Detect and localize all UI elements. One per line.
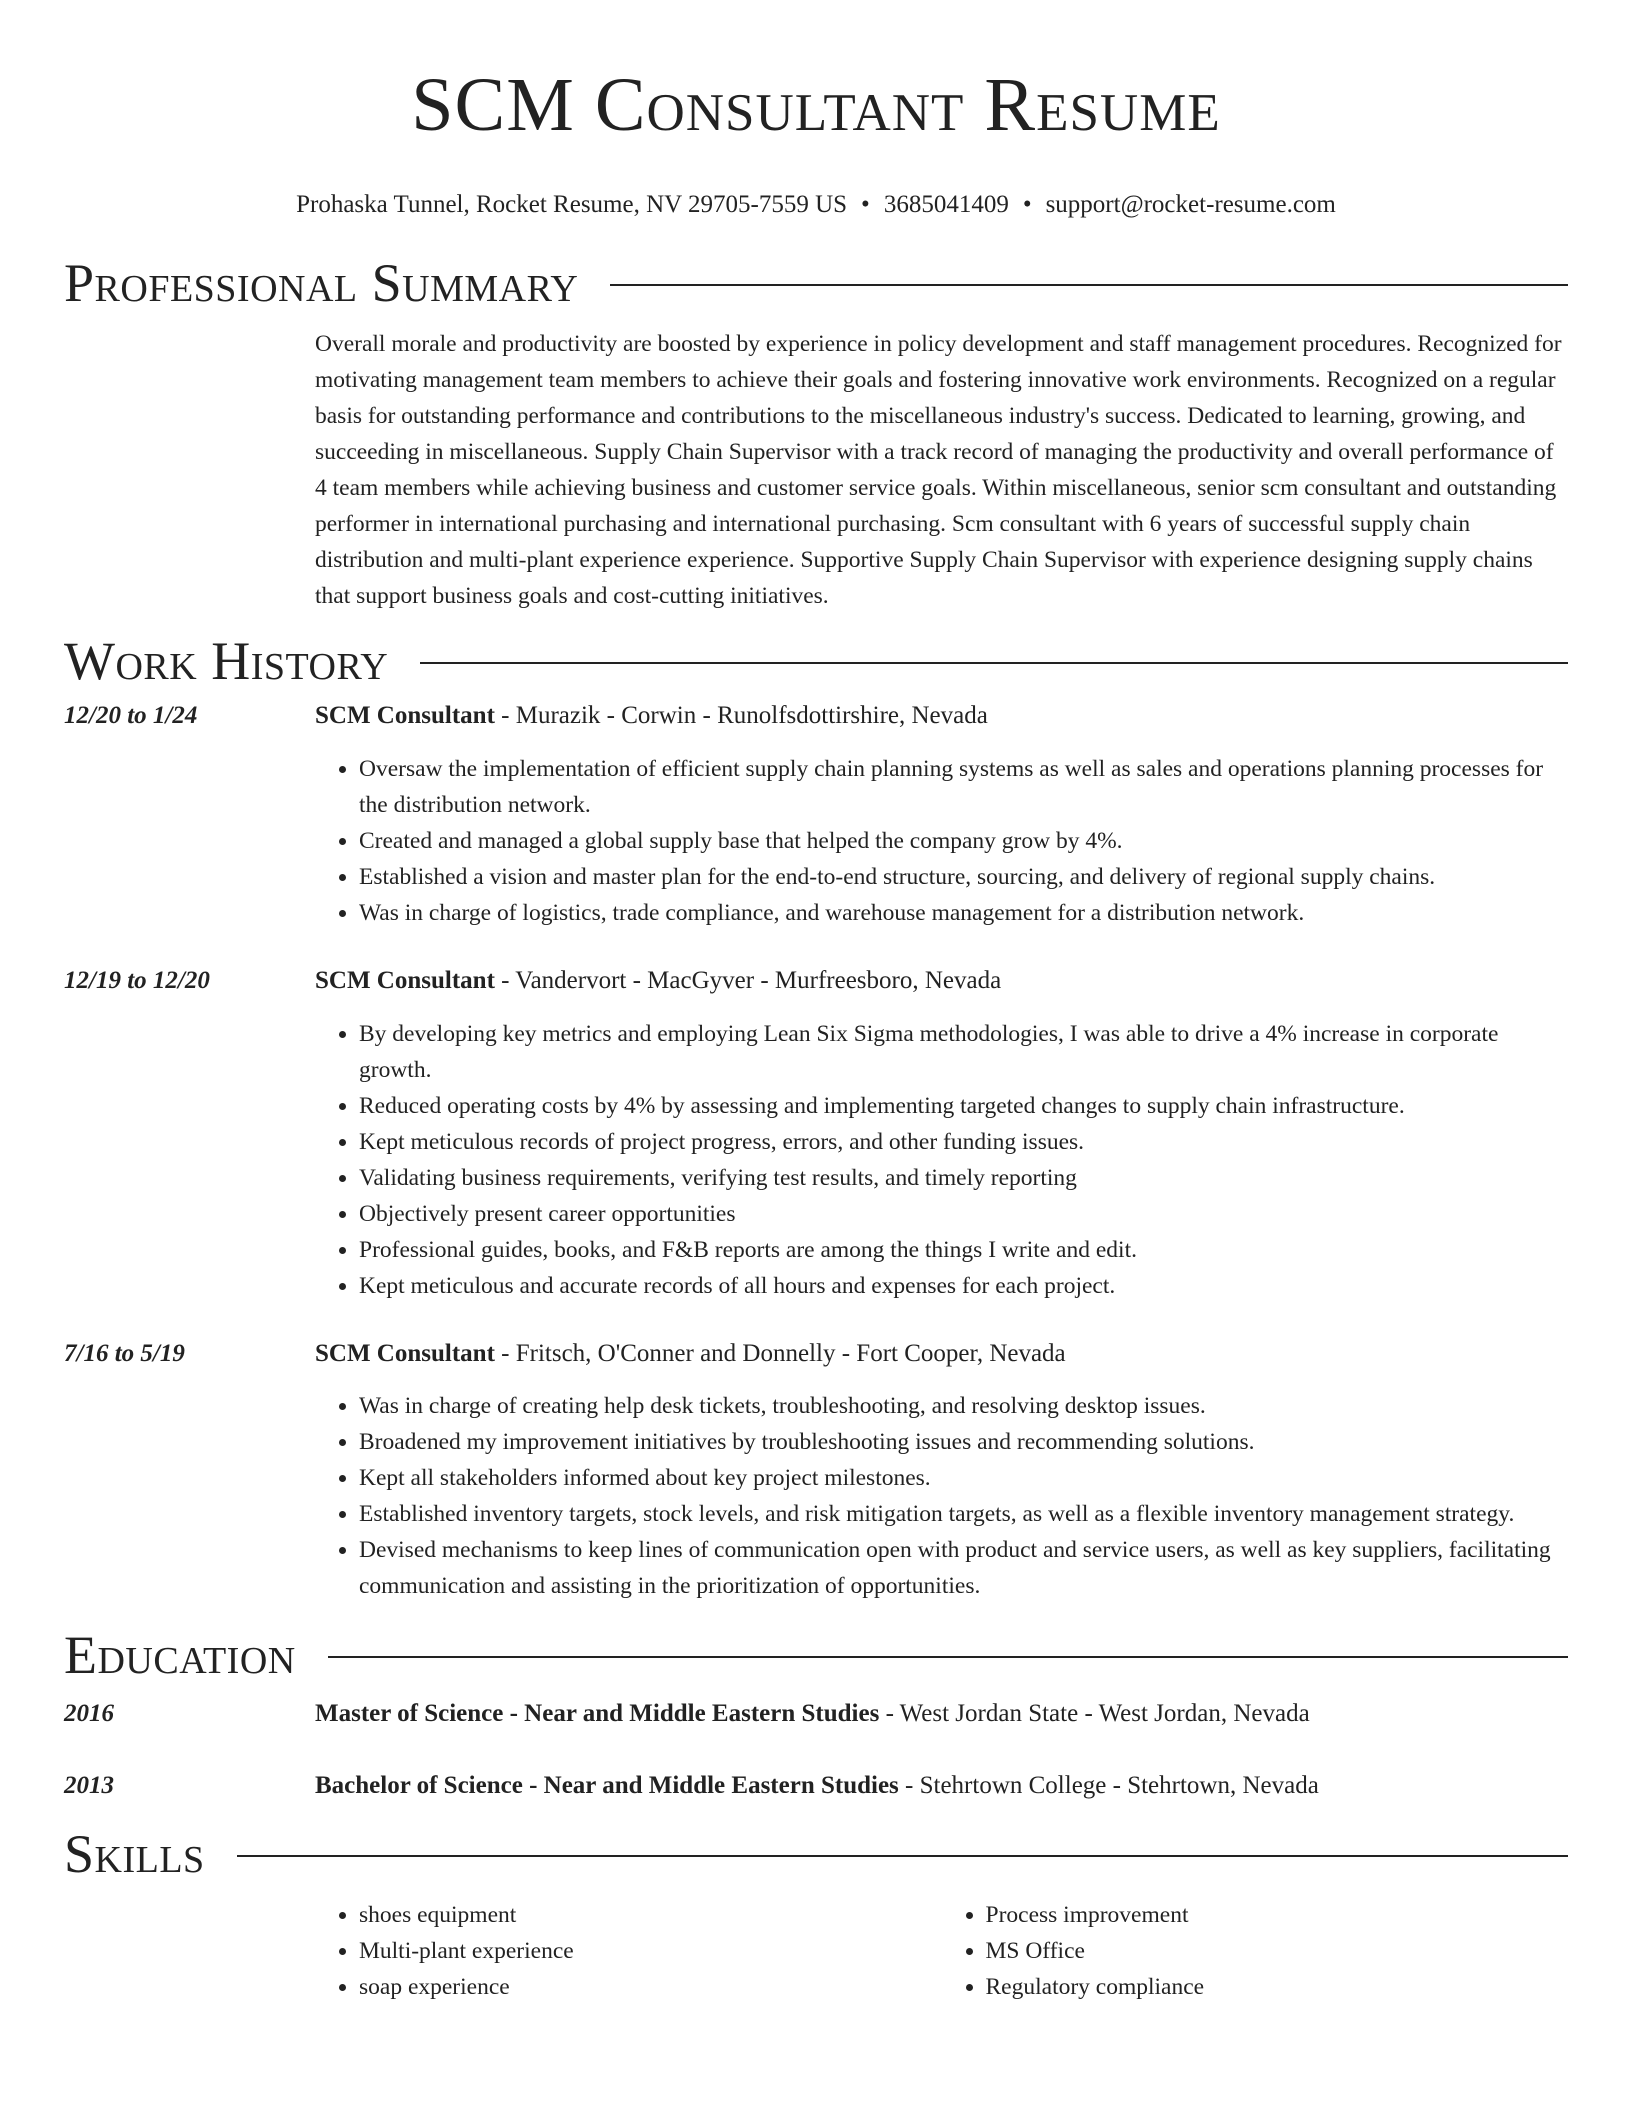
- list-item: • Kept meticulous and accurate records of all hours and expenses for each project.: [359, 1268, 1568, 1304]
- skills-grid: [315, 1897, 1568, 2005]
- education-entry: [64, 1768, 1568, 1804]
- skills-list-right: [942, 1897, 1569, 2005]
- skill-item: • Process improvement: [986, 1897, 1569, 1933]
- section-title: Professional Summary: [64, 253, 579, 313]
- separator: •: [1022, 191, 1032, 218]
- job-entry: [64, 698, 1568, 931]
- skill-item: • shoes equipment: [359, 1897, 942, 1933]
- section-header-summary: [64, 253, 1568, 313]
- education-entry: [64, 1696, 1568, 1732]
- education-line: [315, 1696, 1568, 1732]
- list-item: • Kept meticulous records of project progress, errors, and other funding issues.: [359, 1124, 1568, 1160]
- section-divider: [420, 662, 1568, 664]
- job-entry: [64, 963, 1568, 1304]
- section-header-skills: [64, 1824, 1568, 1884]
- education-year: 2013: [64, 1772, 114, 1799]
- list-item: • Established inventory targets, stock levels, and risk mitigation targets, as well as a flexible inventory management strategy.: [359, 1496, 1568, 1532]
- list-item: • Established a vision and master plan for the end-to-end structure, sourcing, and delivery of regional supply chains.: [359, 859, 1568, 895]
- skills-row: [64, 1897, 1568, 2005]
- job-title: SCM Consultant: [315, 702, 495, 729]
- job-title: SCM Consultant: [315, 967, 495, 994]
- job-details: - Fritsch, O'Conner and Donnelly - Fort Cooper, Nevada: [494, 1340, 1066, 1367]
- list-item: • Broadened my improvement initiatives by troubleshooting issues and recommending solutions.: [359, 1424, 1568, 1460]
- section-divider: [328, 1656, 1568, 1658]
- contact-line: [64, 190, 1568, 220]
- education-line: [315, 1768, 1568, 1804]
- section-title: Skills: [64, 1824, 205, 1884]
- list-item: • Objectively present career opportunities: [359, 1196, 1568, 1232]
- job-title-line: [315, 963, 1568, 999]
- skill-item: • Multi-plant experience: [359, 1933, 942, 1969]
- list-item: • Was in charge of creating help desk tickets, troubleshooting, and resolving desktop issues.: [359, 1388, 1568, 1424]
- skill-item: • Regulatory compliance: [986, 1969, 1569, 2005]
- skill-item: • soap experience: [359, 1969, 942, 2005]
- list-item: • Reduced operating costs by 4% by assessing and implementing targeted changes to supply chain infrastructure.: [359, 1088, 1568, 1124]
- list-item: • By developing key metrics and employing Lean Six Sigma methodologies, I was able to drive a 4% increase in corporate growth.: [359, 1016, 1568, 1088]
- school: - Stehrtown College - Stehrtown, Nevada: [898, 1772, 1319, 1799]
- list-item: • Professional guides, books, and F&B reports are among the things I write and edit.: [359, 1232, 1568, 1268]
- skills-list-left: [315, 1897, 942, 2005]
- degree: Master of Science - Near and Middle Eastern Studies: [315, 1700, 880, 1727]
- job-dates: 7/16 to 5/19: [64, 1340, 185, 1367]
- job-bullets: [315, 1016, 1568, 1304]
- section-title: Education: [64, 1625, 296, 1685]
- section-divider: [610, 284, 1568, 286]
- job-entry: [64, 1336, 1568, 1604]
- list-item: • Was in charge of logistics, trade compliance, and warehouse management for a distribution network.: [359, 895, 1568, 931]
- skill-item: • MS Office: [986, 1933, 1569, 1969]
- degree: Bachelor of Science - Near and Middle Eastern Studies: [315, 1772, 899, 1799]
- school: - West Jordan State - West Jordan, Nevada: [879, 1700, 1310, 1727]
- list-item: • Oversaw the implementation of efficient supply chain planning systems as well as sales and operations planning processes for the distribution network.: [359, 751, 1568, 823]
- job-title-line: [315, 1336, 1568, 1372]
- job-dates: 12/19 to 12/20: [64, 967, 210, 994]
- separator: •: [861, 191, 870, 218]
- list-item: • Devised mechanisms to keep lines of communication open with product and service users, as well as key suppliers, facilitating communication and assisting in the prioritization of opportunities.: [359, 1532, 1568, 1604]
- education-year: 2016: [64, 1700, 114, 1727]
- address: Prohaska Tunnel, Rocket Resume, NV 29705-7559 US: [296, 191, 848, 218]
- phone: 3685041409: [883, 191, 1009, 218]
- job-dates: 12/20 to 1/24: [64, 702, 198, 729]
- list-item: • Kept all stakeholders informed about key project milestones.: [359, 1460, 1568, 1496]
- resume-title: SCM Consultant Resume: [411, 63, 1221, 147]
- email: support@rocket-resume.com: [1045, 191, 1336, 218]
- job-title: SCM Consultant: [315, 1340, 495, 1367]
- job-header: [64, 963, 1568, 999]
- job-details: - Murazik - Corwin - Runolfsdottirshire, Nevada: [494, 702, 988, 729]
- job-bullets: [315, 1388, 1568, 1604]
- job-title-line: [315, 698, 1568, 734]
- job-header: [64, 1336, 1568, 1372]
- job-bullets: [315, 751, 1568, 931]
- section-header-education: [64, 1625, 1568, 1685]
- list-item: • Validating business requirements, verifying test results, and timely reporting: [359, 1160, 1568, 1196]
- section-divider: [237, 1855, 1568, 1857]
- list-item: • Created and managed a global supply base that helped the company grow by 4%.: [359, 823, 1568, 859]
- summary-text: Overall morale and productivity are boosted by experience in policy development and staff management procedures. Recognized for motivating management team members to achieve their goals and fostering innovative work environments. Recognized on a regular basis for outstanding performance and contributions to the miscellaneous industry's success. Dedicated to learning, growing, and succeeding in miscellaneous. Supply Chain Supervisor with a track record of managing the productivity and overall performance of 4 team members while achieving business and customer service goals. Within miscellaneous, senior scm consultant and outstanding performer in international purchasing and international purchasing. Scm consultant with 6 years of successful supply chain distribution and multi-plant experience experience. Supportive Supply Chain Supervisor with experience designing supply chains that support business goals and cost-cutting initiatives.: [315, 331, 1562, 609]
- summary-row: [64, 326, 1568, 614]
- job-details: - Vandervort - MacGyver - Murfreesboro, Nevada: [494, 967, 1002, 994]
- section-title: Work History: [64, 631, 389, 691]
- section-header-work-history: [64, 631, 1568, 691]
- job-header: [64, 698, 1568, 734]
